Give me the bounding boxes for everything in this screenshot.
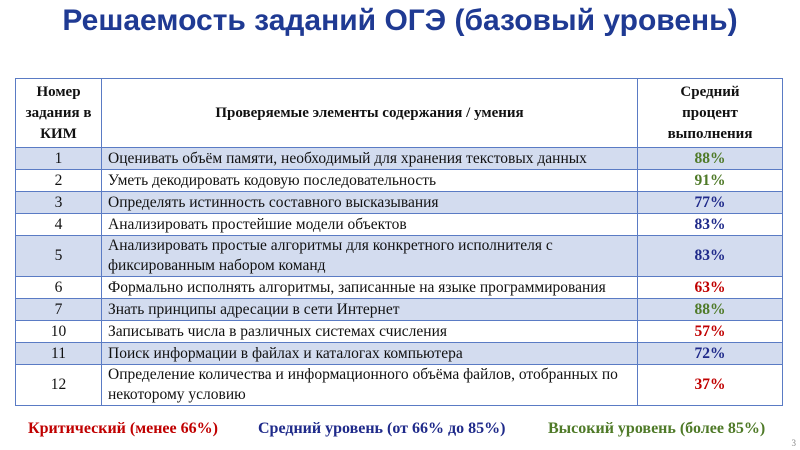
task-percent: 83% bbox=[638, 214, 783, 236]
task-number: 4 bbox=[16, 214, 102, 236]
task-percent: 77% bbox=[638, 192, 783, 214]
task-description: Записывать числа в различных системах счисления bbox=[102, 321, 638, 343]
table-row bbox=[16, 277, 783, 299]
table-row bbox=[16, 299, 783, 321]
task-number: 5 bbox=[16, 236, 102, 277]
task-number: 3 bbox=[16, 192, 102, 214]
table-row bbox=[16, 192, 783, 214]
task-description: Знать принципы адресации в сети Интернет bbox=[102, 299, 638, 321]
legend-high: Высокий уровень (более 85%) bbox=[548, 420, 766, 437]
table-row bbox=[16, 236, 783, 277]
task-description: Определять истинность составного высказывания bbox=[102, 192, 638, 214]
task-percent: 91% bbox=[638, 170, 783, 192]
task-number: 12 bbox=[16, 365, 102, 406]
task-percent: 63% bbox=[638, 277, 783, 299]
task-description: Анализировать простейшие модели объектов bbox=[102, 214, 638, 236]
task-number: 10 bbox=[16, 321, 102, 343]
task-description: Поиск информации в файлах и каталогах компьютера bbox=[102, 343, 638, 365]
task-number: 6 bbox=[16, 277, 102, 299]
task-number: 2 bbox=[16, 170, 102, 192]
task-percent: 88% bbox=[638, 148, 783, 170]
task-number: 11 bbox=[16, 343, 102, 365]
task-number: 7 bbox=[16, 299, 102, 321]
task-description: Определение количества и информационного объёма файлов, отобранных по некоторому условию bbox=[102, 365, 638, 406]
task-description: Уметь декодировать кодовую последовательность bbox=[102, 170, 638, 192]
slide-title: Решаемость заданий ОГЭ (базовый уровень) bbox=[62, 4, 738, 37]
table-row bbox=[16, 365, 783, 406]
task-description: Анализировать простые алгоритмы для конкретного исполнителя с фиксированным набором команд bbox=[102, 236, 638, 277]
legend-critical: Критический (менее 66%) bbox=[28, 420, 218, 437]
task-number: 1 bbox=[16, 148, 102, 170]
table-header bbox=[16, 79, 783, 148]
table-row bbox=[16, 343, 783, 365]
task-percent: 57% bbox=[638, 321, 783, 343]
task-description: Формально исполнять алгоритмы, записанные на языке программирования bbox=[102, 277, 638, 299]
task-percent: 37% bbox=[638, 365, 783, 406]
table-row bbox=[16, 148, 783, 170]
slide-number: 3 bbox=[791, 438, 796, 448]
results-table bbox=[15, 78, 783, 406]
task-description: Оценивать объём памяти, необходимый для хранения текстовых данных bbox=[102, 148, 638, 170]
header-percent: Средний процент выполнения bbox=[638, 79, 783, 148]
table-row bbox=[16, 321, 783, 343]
table-row bbox=[16, 170, 783, 192]
table-row bbox=[16, 214, 783, 236]
task-percent: 72% bbox=[638, 343, 783, 365]
task-percent: 83% bbox=[638, 236, 783, 277]
task-percent: 88% bbox=[638, 299, 783, 321]
header-elements: Проверяемые элементы содержания / умения bbox=[102, 79, 638, 148]
header-task-number: Номер задания в КИМ bbox=[16, 79, 102, 148]
legend-medium: Средний уровень (от 66% до 85%) bbox=[258, 420, 506, 437]
